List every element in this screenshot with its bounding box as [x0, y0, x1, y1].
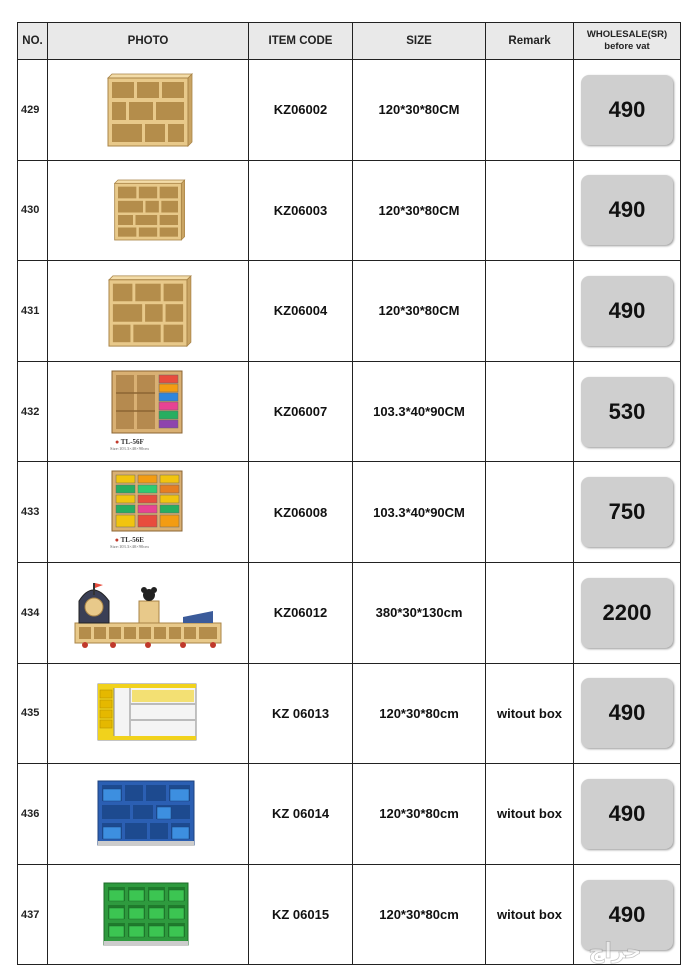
product-photo: [48, 764, 249, 865]
watermark-logo: [550, 936, 680, 966]
item-code: KZ 06015: [249, 864, 353, 965]
item-size: 120*30*80cm: [353, 663, 486, 764]
row-number: 433: [18, 462, 48, 563]
product-caption: ● TL-56F Size:103.3×40×90cm: [110, 437, 149, 451]
price-box: 490: [581, 678, 673, 748]
header-photo: PHOTO: [48, 23, 249, 60]
green-shelf-image: [102, 879, 194, 951]
price-box: 490: [581, 276, 673, 346]
cubby-shelf-image: [108, 175, 188, 245]
row-number: 432: [18, 361, 48, 462]
table-row: [18, 462, 681, 563]
table-row: [18, 562, 681, 663]
item-remark: [486, 462, 574, 563]
train-shelf-image: [73, 573, 223, 653]
item-code: KZ06004: [249, 261, 353, 362]
product-photo: [48, 562, 249, 663]
row-number: 435: [18, 663, 48, 764]
price-box: 530: [581, 377, 673, 447]
item-remark: [486, 361, 574, 462]
price-cell: [574, 261, 681, 362]
header-remark: Remark: [486, 23, 574, 60]
svg-text:حراج: حراج: [588, 939, 642, 964]
product-photo: [48, 160, 249, 261]
price-box: 490: [581, 779, 673, 849]
product-photo: [48, 361, 249, 462]
bin-shelf-image: [106, 367, 190, 449]
item-code: KZ 06013: [249, 663, 353, 764]
item-size: 120*30*80CM: [353, 160, 486, 261]
yellow-shelf-image: [96, 678, 200, 748]
item-code: KZ06012: [249, 562, 353, 663]
cubby-shelf-image: [100, 272, 196, 350]
price-cell: [574, 462, 681, 563]
item-code: KZ06002: [249, 60, 353, 161]
table-row: [18, 361, 681, 462]
item-remark: [486, 160, 574, 261]
header-size: SIZE: [353, 23, 486, 60]
item-remark: [486, 562, 574, 663]
item-remark: witout box: [486, 864, 574, 965]
header-wholesale-title: WHOLESALE(SR): [586, 29, 668, 40]
item-size: 120*30*80CM: [353, 261, 486, 362]
price-cell: [574, 663, 681, 764]
product-photo: [48, 261, 249, 362]
product-photo: [48, 864, 249, 965]
item-size: 103.3*40*90CM: [353, 462, 486, 563]
product-photo: [48, 663, 249, 764]
row-number: 434: [18, 562, 48, 663]
header-item-code: ITEM CODE: [249, 23, 353, 60]
price-box: 2200: [581, 578, 673, 648]
item-code: KZ06008: [249, 462, 353, 563]
item-size: 103.3*40*90CM: [353, 361, 486, 462]
row-number: 436: [18, 764, 48, 865]
row-number: 429: [18, 60, 48, 161]
table-row: [18, 261, 681, 362]
item-size: 120*30*80cm: [353, 764, 486, 865]
product-caption: ● TL-56E Size:103.3×40×90cm: [110, 536, 149, 550]
item-size: 380*30*130cm: [353, 562, 486, 663]
item-code: KZ06007: [249, 361, 353, 462]
price-cell: [574, 160, 681, 261]
row-number: 437: [18, 864, 48, 965]
item-remark: [486, 60, 574, 161]
price-box: 490: [581, 75, 673, 145]
item-size: 120*30*80CM: [353, 60, 486, 161]
product-photo: [48, 462, 249, 563]
table-row: [18, 764, 681, 865]
item-remark: witout box: [486, 663, 574, 764]
price-box: 490: [581, 175, 673, 245]
row-number: 430: [18, 160, 48, 261]
product-photo: [48, 60, 249, 161]
table-row: [18, 60, 681, 161]
price-cell: [574, 361, 681, 462]
price-cell: [574, 562, 681, 663]
price-cell: [574, 764, 681, 865]
item-remark: witout box: [486, 764, 574, 865]
header-wholesale: [574, 23, 681, 60]
header-no: NO.: [18, 23, 48, 60]
price-cell: [574, 60, 681, 161]
price-box: 750: [581, 477, 673, 547]
price-box: 490: [581, 880, 673, 950]
row-number: 431: [18, 261, 48, 362]
header-wholesale-note: before vat: [604, 41, 650, 52]
header-row: [18, 23, 681, 60]
price-list-table: [17, 22, 681, 965]
item-size: 120*30*80cm: [353, 864, 486, 965]
table-row: [18, 160, 681, 261]
item-remark: [486, 261, 574, 362]
item-code: KZ 06014: [249, 764, 353, 865]
item-code: KZ06003: [249, 160, 353, 261]
table-row: [18, 663, 681, 764]
cubby-shelf-image: [100, 70, 196, 150]
blue-shelf-image: [96, 777, 200, 851]
